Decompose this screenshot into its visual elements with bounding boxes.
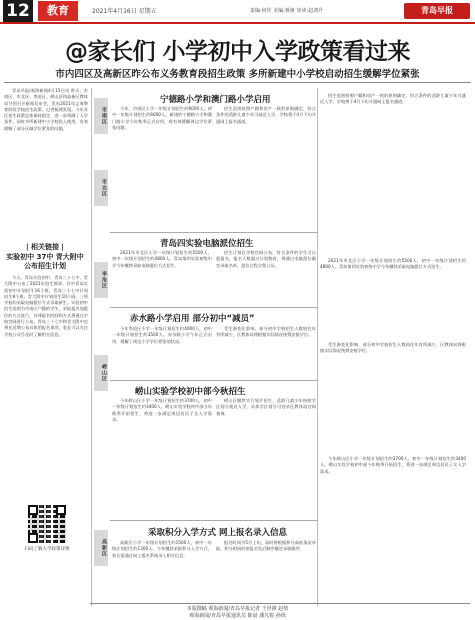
newspaper-logo: 青岛早报 (404, 3, 470, 19)
sidebar-title: 实验初中 37中 青大附中公布招生计划 (6, 253, 84, 270)
shinan-col-2 (216, 106, 316, 228)
region-tag-shinan: 市南区 (94, 98, 108, 134)
gaoxin-paragraph: 高新区小学一年级计划招生约1500人，初中一年级计划招生约1300人。今年继续采取积分入学方式，家长需通过网上报名系统录入相关信息。 (112, 540, 212, 558)
section-head-laoshan: 崂山实验学校初中部今秋招生 (135, 387, 246, 397)
footer-line: 本版撰稿 观海新闻/青岛早报记者 王世锋 赵敖 (186, 606, 289, 612)
region-tag-laoshan: 崂山区 (94, 355, 108, 391)
section-head-shinan: 宁德路小学和澳门路小学启用 (160, 95, 271, 105)
footer-rule (90, 603, 470, 604)
region-tag-gaoxin: 高新区 (94, 530, 108, 566)
region-tag-shibei: 市北区 (94, 170, 108, 206)
licang-col-1 (112, 326, 212, 376)
shinan-col-1 (112, 106, 212, 228)
qr-finder-icon (28, 533, 38, 543)
shinan-col-3 (320, 93, 466, 253)
section-label: 教育 (38, 1, 78, 21)
qr-finder-icon (56, 505, 66, 515)
related-links-heading: | 相关链接 | (26, 243, 64, 251)
page-headline: @家长们 小学初中入学政策看过来 (64, 39, 410, 65)
licang-paragraph: 今年李沧区小学一年级计划招生约4000人，初中一年级计划招生约3500人。赤水路小学今年正式启用，缓解了周边小学学位紧张的状况。 (112, 326, 212, 344)
page-subheadline: 市内四区及高新区昨公布义务教育段招生政策 多所新建中小学校启动招生缓解学位紧张 (55, 69, 420, 80)
section-head-shibei: 青岛四实验电脑派位招生 (160, 239, 254, 249)
footer-line: 观海新闻/青岛早报通讯员 陈晨 潘凡锐 孙烁 (189, 612, 286, 619)
laoshan-col-3 (320, 456, 466, 596)
footer-credits (0, 606, 475, 619)
page-number: 12 (3, 0, 33, 22)
shibei-paragraph: 招生计划在学校官网公布，符合条件的学生可自愿报名，报名人数超过计划数时，将通过电脑派位确定录取名单，派位过程全程公证。 (216, 250, 316, 268)
laoshan-col-1 (112, 398, 212, 514)
shibei-paragraph: 2021年市北区小学一年级计划招生约5500人，初中一年级计划招生约4800人。青岛第四实验初级中学今年继续采取电脑派位方式招生。 (112, 250, 212, 268)
shibei-col-1 (112, 250, 212, 306)
gaoxin-col-2 (216, 540, 316, 598)
dateline: 2021年4月16日 星期五 (92, 8, 157, 15)
laoshan-paragraph: 今年崂山区小学一年级计划招生约3700人，初中一年级计划招生约3400人。崂山实验学校初中部今年秋季开始招生，将进一步满足周边居民子女入学需求。 (320, 456, 466, 474)
qr-caption: 扫码了解入学政策详情 (24, 547, 70, 552)
laoshan-paragraph: 崂山区继续实行划片招生，适龄儿童少年按照学区划分就近入学，具体学区划分可登录区教体局官网查询。 (216, 398, 316, 416)
intro-paragraph: 青岛早报/观海新闻4月15日讯 昨天，市南区、市北区、李沧区、崂山区和高新区教体局分别召开新闻发布会，发布2021年义务教育阶段学校招生政策。记者梳理发现，今年各区招生政策总体保持稳定，进一步明确了入学条件，同时多所新建中小学校投入使用，有效缓解了部分区域学位紧张的问题。 (4, 88, 88, 131)
shinan-paragraph: 招生范围按照户籍和房产一致的原则确定，符合条件的适龄儿童少年可就近入学。学校将于4月下旬开通网上报名通道。 (320, 93, 466, 105)
shibei-col-2 (216, 250, 316, 306)
licang-col-2 (216, 326, 316, 376)
shibei-paragraph: 2021年市北区小学一年级计划招生约5500人，初中一年级计划招生约4800人。青岛第四实验初级中学今年继续采取电脑派位方式招生。 (320, 258, 466, 270)
intro-text (4, 88, 88, 133)
sidebar-body (4, 275, 88, 339)
editor-credits: 责编:何佳 美编:蒋娅 审读:赵鸿升 (250, 8, 324, 14)
qr-finder-icon (28, 505, 38, 515)
masthead-rule (0, 22, 475, 24)
shibei-col-3 (320, 258, 466, 338)
gaoxin-paragraph: 报名时间为5月上旬，届时将根据积分高低依次录取，积分相同的按报名先后顺序确定录取顺序。 (216, 540, 316, 552)
sidebar-paragraph: 今天，青岛实验初中、青岛三十七中、青大附中公布了2021年招生简章。其中青岛实验初中计划招生16个班，青岛三十七中计划招生8个班。青大附中计划招生10个班。三所学校均采取电脑派位方式录取新生。实验初中招生范围为市南区户籍的学生，采取报名加派位的方式进行，具体报名时间和方式将通过学校官网进行公布。青岛三十七中和青大附中也将在近期公布具体的报名事项，家长可以关注学校公众号及时了解相关信息。 (4, 275, 88, 337)
laoshan-paragraph: 今年崂山区小学一年级计划招生约3700人，初中一年级计划招生约3400人。崂山实验学校初中部今年秋季开始招生，将进一步满足周边居民子女入学需求。 (112, 398, 212, 422)
shinan-paragraph: 招生范围按照户籍和房产一致的原则确定，符合条件的适龄儿童少年可就近入学。学校将于4月下旬开通网上报名通道。 (216, 106, 316, 124)
shinan-paragraph: 今年，市南区小学一年级计划招生约6000人，初中一年级计划招生约6600人。新建的宁德路小学和澳门路小学今年秋季正式启用，将有效缓解周边学位紧张问题。 (112, 106, 212, 130)
licang-paragraph: 受生源变化影响，部分初中学校招生人数较往年有所减少，区教体局将根据实际情况统筹安排学位。 (216, 326, 316, 338)
section-head-gaoxin: 采取积分入学方式 网上报名录入信息 (148, 528, 287, 538)
section-rule (110, 380, 318, 381)
licang-col-3 (320, 342, 466, 452)
column-divider (91, 88, 92, 606)
section-rule (110, 520, 318, 521)
region-tag-licang: 李沧区 (94, 262, 108, 298)
laoshan-col-2 (216, 398, 316, 514)
section-rule (110, 232, 318, 233)
column-divider (317, 88, 318, 606)
gaoxin-col-1 (112, 540, 212, 598)
section-rule (110, 307, 318, 308)
headline-rule (4, 82, 471, 83)
masthead (0, 0, 475, 22)
licang-paragraph: 受生源变化影响，部分初中学校招生人数较往年有所减少，区教体局将根据实际情况统筹安排学位。 (320, 342, 466, 354)
section-head-licang: 赤水路小学启用 部分初中“减员” (130, 314, 255, 324)
